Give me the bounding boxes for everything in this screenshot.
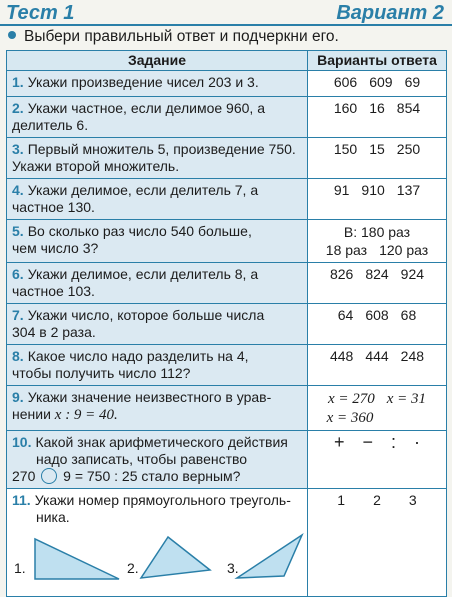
- answer-option[interactable]: В: 180 раз: [343, 224, 411, 240]
- triangles-figure: [12, 530, 302, 584]
- triangle-label: 3.: [227, 560, 239, 577]
- equation-left: 270: [12, 468, 36, 484]
- instruction-text: Выбери правильный ответ и подчеркни его.: [24, 28, 339, 45]
- task-text: Укажи произведение чисел 203 и 3.: [27, 74, 259, 90]
- task-text: Укажи частное, если делимое 960, а: [27, 100, 265, 116]
- options-cell: [308, 431, 447, 489]
- header-rule: [0, 24, 452, 26]
- answer-option[interactable]: 608: [365, 307, 389, 323]
- task-text: Укажи делимое, если делитель 7, а: [27, 182, 259, 198]
- answer-option[interactable]: 248: [400, 348, 425, 364]
- answer-option[interactable]: 854: [396, 100, 421, 116]
- task-number: 11.: [12, 492, 31, 509]
- answer-option[interactable]: 120 раз: [379, 242, 429, 258]
- answer-option[interactable]: :: [391, 432, 397, 452]
- answer-option[interactable]: 15: [369, 141, 385, 157]
- options-cell: [308, 386, 447, 431]
- answer-option[interactable]: 606: [333, 74, 358, 90]
- options-cell: [308, 138, 447, 179]
- instruction: [8, 28, 339, 46]
- answer-option[interactable]: 160: [333, 100, 358, 116]
- options-cell: [308, 345, 447, 386]
- triangle-2: [138, 534, 214, 582]
- table-row: [7, 97, 447, 138]
- task-number: 6.: [12, 266, 24, 282]
- answer-option[interactable]: 91: [333, 182, 350, 198]
- answer-option[interactable]: x = 31: [386, 391, 427, 407]
- answer-option[interactable]: +: [333, 432, 345, 452]
- answer-option[interactable]: 609: [369, 74, 393, 90]
- task-text: Укажи число, которое больше числа: [27, 307, 265, 323]
- task-number: 2.: [12, 100, 24, 116]
- table-row: [7, 431, 447, 489]
- table-row: [7, 386, 447, 431]
- options-cell: [308, 489, 447, 597]
- task-text: нении: [12, 406, 51, 422]
- task-text: Укажи номер прямоугольного треуголь-: [34, 492, 291, 509]
- page-header: [0, 0, 452, 28]
- task-text: чем число 3?: [12, 240, 99, 256]
- options-cell: [308, 179, 447, 220]
- column-header-options: Варианты ответа: [308, 51, 447, 71]
- answer-option[interactable]: 150: [333, 141, 358, 157]
- bullet-icon: [8, 31, 16, 39]
- task-cell: [7, 304, 308, 345]
- answer-option[interactable]: 16: [369, 100, 385, 116]
- task-text: Какой знак арифметического действия: [35, 434, 288, 450]
- task-text: Укажи делимое, если делитель 8, а: [27, 266, 259, 282]
- task-text: Укажи второй множитель.: [12, 158, 180, 174]
- answer-option[interactable]: 1: [337, 492, 346, 509]
- task-text: Первый множитель 5, произведение 750.: [27, 141, 296, 157]
- task-cell: [7, 489, 308, 597]
- table-row: [7, 304, 447, 345]
- table-row: [7, 345, 447, 386]
- task-text: чтобы получить число 112?: [12, 365, 191, 381]
- table-row: [7, 220, 447, 263]
- task-cell: [7, 386, 308, 431]
- table-row: [7, 263, 447, 304]
- answer-option[interactable]: ·: [414, 432, 421, 452]
- task-number: 10.: [12, 434, 32, 450]
- task-text: 304 в 2 раза.: [12, 324, 96, 340]
- options-cell: [308, 71, 447, 97]
- triangle-label: 1.: [14, 560, 26, 577]
- answer-option[interactable]: 69: [404, 74, 421, 90]
- task-text: делитель 6.: [12, 117, 89, 133]
- task-text: Укажи значение неизвестного в урав-: [27, 389, 272, 405]
- answer-option[interactable]: 64: [337, 307, 354, 323]
- task-cell: [7, 345, 308, 386]
- answer-option[interactable]: 924: [400, 266, 425, 282]
- equation-right: 9 = 750 : 25 стало верным?: [63, 468, 241, 484]
- task-text: надо записать, чтобы равенство: [36, 451, 248, 467]
- answer-option[interactable]: 18 раз: [325, 242, 368, 258]
- task-number: 3.: [12, 141, 24, 157]
- answer-option[interactable]: 910: [361, 182, 385, 198]
- test-table: [6, 50, 447, 597]
- answer-option[interactable]: 68: [400, 307, 417, 323]
- blank-circle-icon: [41, 468, 57, 484]
- task-cell: [7, 71, 308, 97]
- task-cell: [7, 97, 308, 138]
- triangle-3: [234, 532, 306, 582]
- task-number: 1.: [12, 74, 24, 90]
- answer-option[interactable]: x = 360: [326, 410, 374, 426]
- task-cell: [7, 431, 308, 489]
- triangle-label: 2.: [127, 560, 139, 577]
- task-cell: [7, 263, 308, 304]
- task-number: 9.: [12, 389, 24, 405]
- task-number: 5.: [12, 223, 24, 239]
- table-row: [7, 71, 447, 97]
- task-number: 8.: [12, 348, 24, 364]
- triangle-1: [32, 536, 122, 582]
- answer-option[interactable]: x = 270: [327, 391, 375, 407]
- task-text: частное 103.: [12, 283, 95, 299]
- answer-option[interactable]: 824: [365, 266, 389, 282]
- task-text: Какое число надо разделить на 4,: [27, 348, 249, 364]
- task-text: Во сколько раз число 540 больше,: [27, 223, 252, 239]
- options-cell: [308, 220, 447, 263]
- answer-option[interactable]: 3: [408, 492, 417, 509]
- task-cell: [7, 220, 308, 263]
- options-cell: [308, 263, 447, 304]
- options-cell: [308, 304, 447, 345]
- task-number: 4.: [12, 182, 24, 198]
- test-title: Тест 1: [6, 2, 75, 24]
- table-row: [7, 179, 447, 220]
- variant-title: Вариант 2: [336, 2, 444, 24]
- answer-option[interactable]: 448: [329, 348, 354, 364]
- answer-option[interactable]: 137: [396, 182, 421, 198]
- equation: x : 9 = 40.: [54, 407, 118, 423]
- table-header-row: [7, 51, 447, 71]
- answer-option[interactable]: 250: [396, 141, 421, 157]
- column-header-task: Задание: [7, 51, 308, 71]
- options-cell: [308, 97, 447, 138]
- answer-option[interactable]: −: [362, 432, 373, 452]
- answer-option[interactable]: 2: [373, 492, 381, 509]
- task-cell: [7, 138, 308, 179]
- task-text: частное 130.: [12, 199, 95, 215]
- task-cell: [7, 179, 308, 220]
- task-number: 7.: [12, 307, 24, 323]
- table-row: [7, 489, 447, 597]
- answer-option[interactable]: 826: [329, 266, 354, 282]
- answer-option[interactable]: 444: [365, 348, 389, 364]
- table-row: [7, 138, 447, 179]
- task-text: ника.: [36, 509, 70, 526]
